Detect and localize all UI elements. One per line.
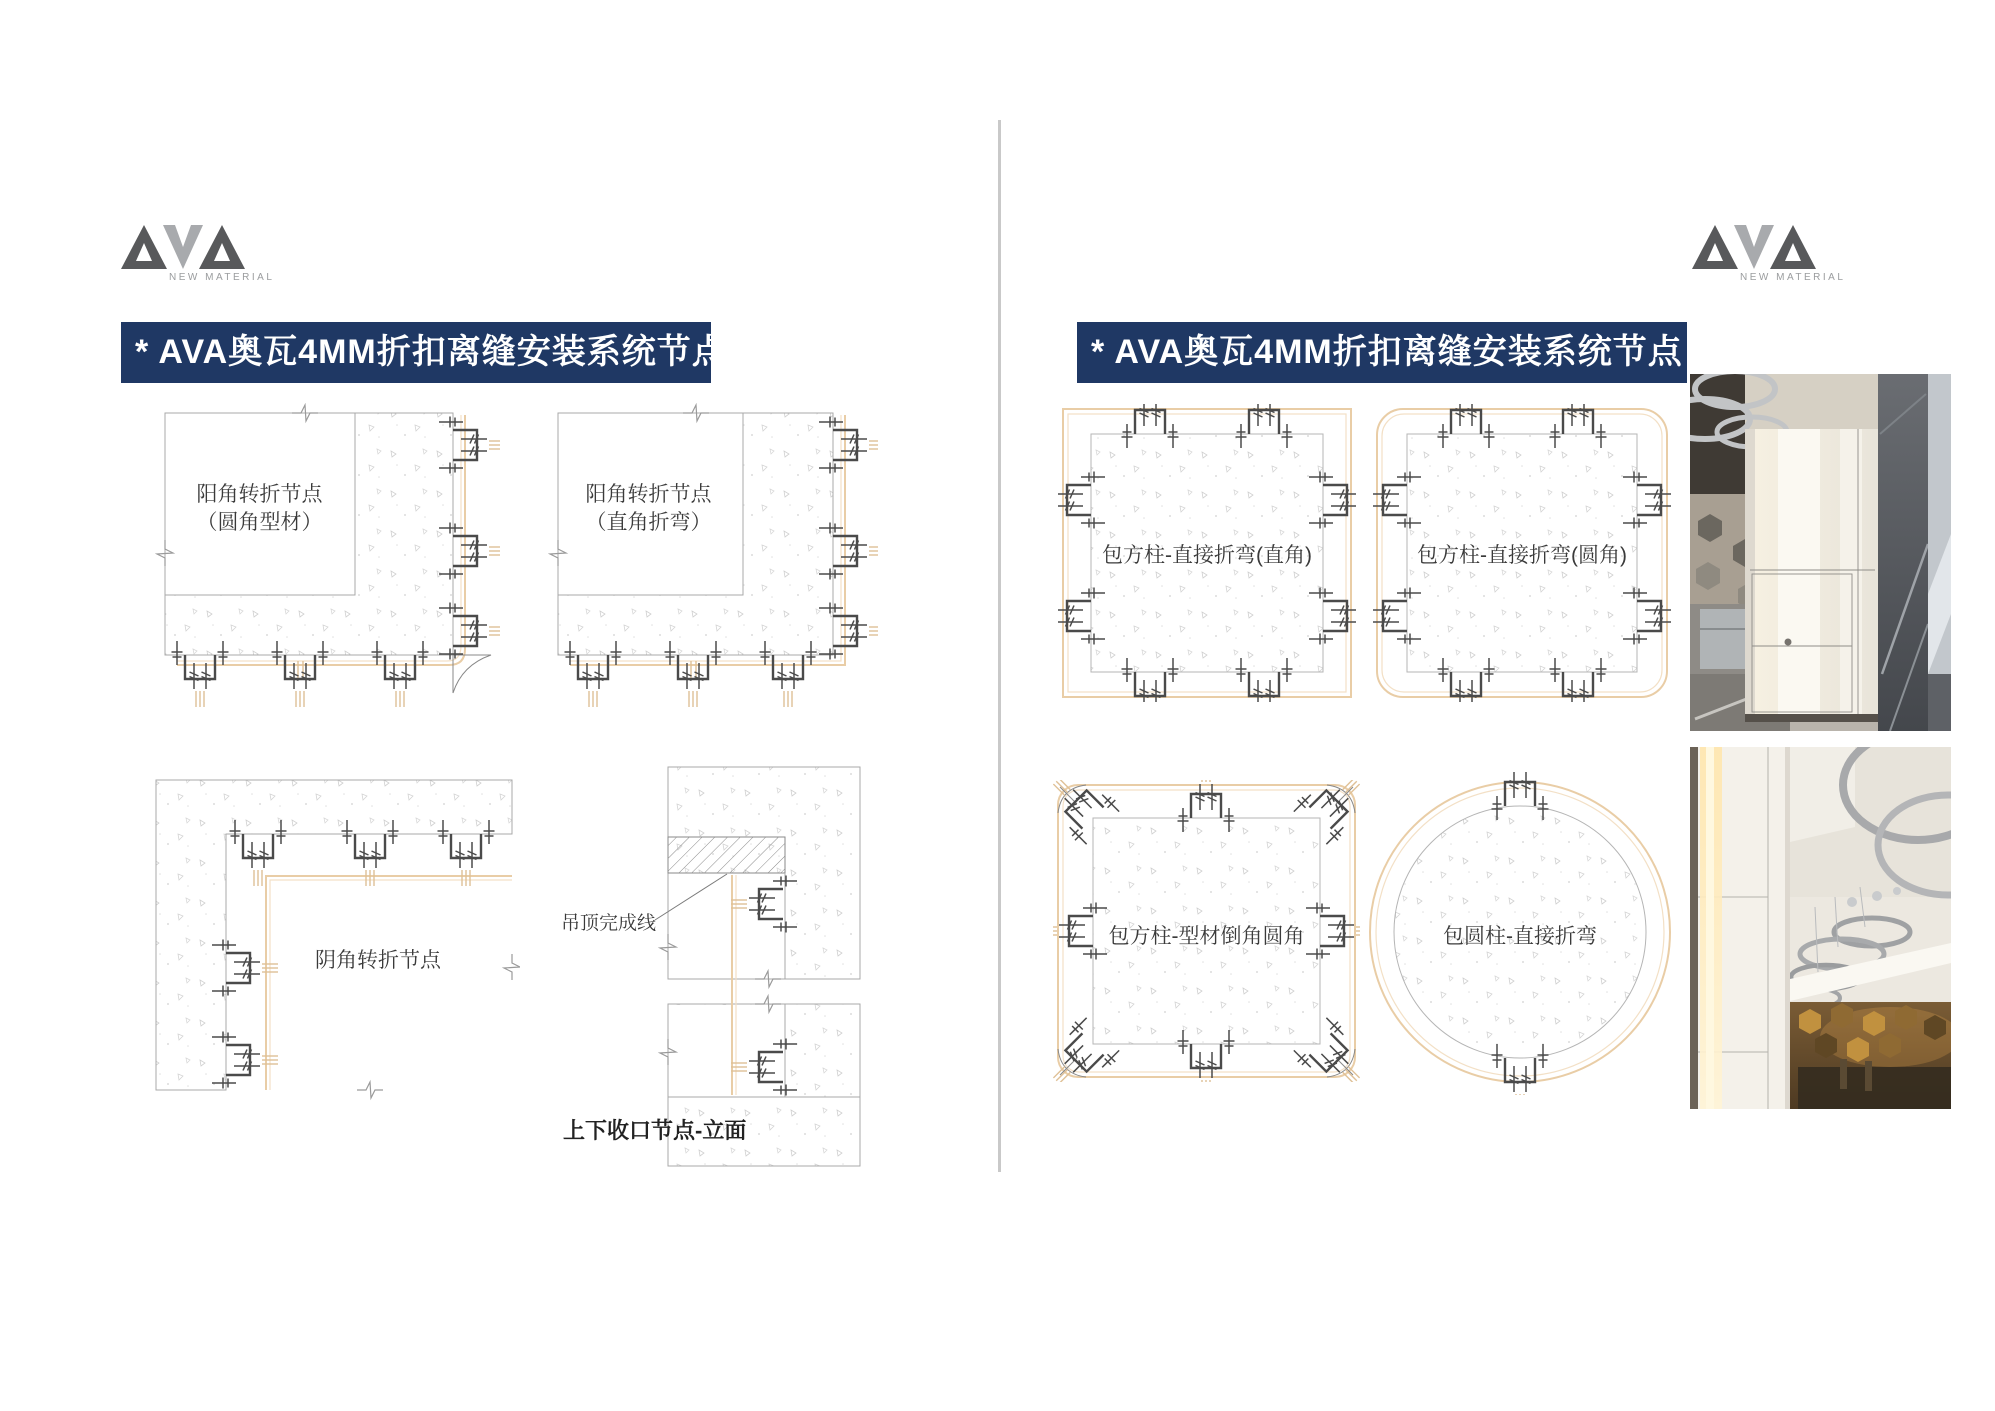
drawing-top-bottom-closure xyxy=(555,742,885,1177)
drawing-outside-corner-rounded xyxy=(155,403,500,728)
section-title-left: * AVA奥瓦4MM折扣离缝安装系统节点 xyxy=(121,322,711,383)
ava-logo-right xyxy=(1692,217,1888,284)
drawing-outside-corner-rightangle xyxy=(548,403,878,728)
access-door-handle xyxy=(1785,639,1792,646)
drawing-label: 阳角转折节点 （圆角型材） xyxy=(196,483,323,535)
dark-pillar xyxy=(1878,374,1928,731)
drawing-square-column-rightangle xyxy=(1058,404,1356,702)
drawing-caption: 上下收口节点-立面 xyxy=(563,1118,747,1143)
furniture-silhouette xyxy=(1798,1067,1951,1109)
drawing-label: 包方柱-直接折弯(直角) xyxy=(1102,544,1312,567)
panel-line xyxy=(266,876,512,1090)
break-mark xyxy=(357,1082,383,1098)
drawing-square-column-chamfer xyxy=(1053,780,1360,1082)
photo-installation-kitchen xyxy=(1690,374,1951,731)
drawing-label: 包方柱-型材倒角圆角 xyxy=(1108,925,1305,948)
drawing-label: 包方柱-直接折弯(圆角) xyxy=(1417,544,1627,567)
drawing-inside-corner xyxy=(148,772,520,1102)
section-title-right: * AVA奥瓦4MM折扣离缝安装系统节点 xyxy=(1077,322,1687,383)
corner-fan xyxy=(453,655,491,693)
ava-logo-left xyxy=(121,217,317,284)
logo-tagline: NEW MATERIAL xyxy=(1740,272,1846,283)
center-divider xyxy=(998,120,1001,1172)
ceiling-hatch xyxy=(668,837,785,873)
ceiling-finish-line-annotation: 吊顶完成线 xyxy=(561,913,657,934)
logo-tagline: NEW MATERIAL xyxy=(169,272,275,283)
break-mark xyxy=(504,954,520,980)
drawing-square-column-rounded xyxy=(1372,404,1672,702)
drawing-round-column xyxy=(1365,770,1675,1095)
wall-section xyxy=(156,780,512,1090)
drawing-label: 阳角转折节点 （直角折弯） xyxy=(585,483,712,535)
photo-installation-restaurant xyxy=(1690,747,1951,1109)
drawing-label: 包圆柱-直接折弯 xyxy=(1443,925,1597,948)
drawing-label: 阴角转折节点 xyxy=(315,949,441,972)
